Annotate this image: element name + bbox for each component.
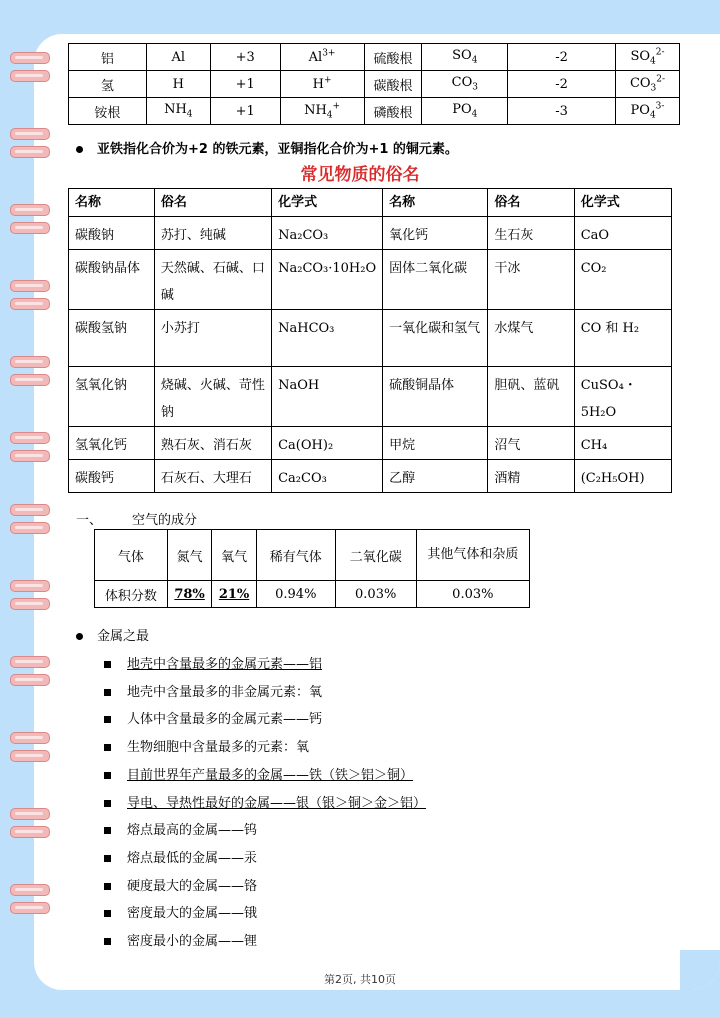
binder-ring <box>10 580 50 592</box>
names-cell: 生石灰 <box>488 217 574 250</box>
radical-ion-text-charge: 3- <box>655 101 665 112</box>
radical-valence: -3 <box>508 98 616 125</box>
symbol: $NH_4$ <box>164 102 193 120</box>
ion-sub: 4 <box>326 110 333 121</box>
radical-ion <box>616 98 680 125</box>
symbol: H <box>172 76 184 92</box>
radical-formula <box>422 98 508 125</box>
air-header-cell: 二氧化碳 <box>335 530 416 581</box>
binder-ring <box>10 52 50 64</box>
metal-fact-item <box>104 930 257 949</box>
formula: $CO_3$ <box>451 75 478 93</box>
formula: $PO_4$ <box>452 102 478 120</box>
names-cell: 氧化钙 <box>383 217 488 250</box>
metal-fact-item <box>104 875 257 894</box>
names-cell: 碳酸钠 <box>69 217 155 250</box>
formula-sub: 4 <box>471 109 478 120</box>
metal-fact-text: 生物细胞中含量最多的元素：氧 <box>127 740 310 756</box>
binder-ring <box>10 146 50 158</box>
metal-fact-item <box>104 681 322 700</box>
names-cell: 一氧化碳和氢气 <box>383 310 488 367</box>
names-cell: NaHCO₃ <box>272 310 383 367</box>
binder-ring <box>10 732 50 744</box>
symbol-sub: 4 <box>186 109 193 120</box>
metal-fact-text: 目前世界年产量最多的金属——铁（铁＞铝＞铜） <box>127 767 414 783</box>
metal-fact-text: 密度最小的金属——锂 <box>127 934 258 949</box>
names-cell: Ca₂CO₃ <box>272 460 383 493</box>
element-name: 氢 <box>69 71 147 98</box>
element-ion <box>280 44 364 71</box>
binder-ring <box>10 450 50 462</box>
air-heading-num: 一、 <box>76 513 103 528</box>
names-cell: CO 和 H₂ <box>574 310 671 367</box>
names-row <box>69 427 672 460</box>
radical-ion-text-sub: 4 <box>650 56 656 67</box>
ion-row <box>69 44 680 71</box>
radical-name: 碳酸根 <box>364 71 422 98</box>
names-cell: Na₂CO₃·10H₂O <box>272 250 383 310</box>
square-bullet-icon <box>104 800 111 807</box>
air-heading <box>76 509 197 528</box>
air-header-cell: 其他气体和杂质 <box>416 530 529 581</box>
names-cell: 碳酸氢钠 <box>69 310 155 367</box>
formula-sub: 3 <box>472 82 478 93</box>
binder-ring <box>10 902 50 914</box>
element-name: 铝 <box>69 44 147 71</box>
radical-ion <box>616 71 680 98</box>
names-row <box>69 367 672 427</box>
ion-charge: + <box>323 75 332 86</box>
air-table <box>94 529 530 608</box>
bullet-dot-icon <box>76 633 83 640</box>
metal-fact-text: 地壳中含量最多的金属元素——铝 <box>127 657 323 672</box>
metal-fact-text: 硬度最大的金属——铬 <box>127 878 258 894</box>
metals-heading: 金属之最 <box>97 629 150 644</box>
radical-ion-text-sub: 4 <box>649 110 656 121</box>
names-cell: 石灰石、大理石 <box>154 460 271 493</box>
metal-fact-text: 导电、导热性最好的金属——银（银＞铜＞金＞铝） <box>127 795 427 811</box>
binder-ring <box>10 808 50 820</box>
names-cell: CaO <box>574 217 671 250</box>
formula: $SO_4$ <box>452 48 478 66</box>
metal-fact-item <box>104 819 257 838</box>
radical-valence: -2 <box>508 44 616 71</box>
names-cell: 烧碱、火碱、苛性钠 <box>154 367 271 427</box>
metal-fact-item <box>104 764 413 783</box>
binder-ring <box>10 826 50 838</box>
element-symbol <box>146 98 210 125</box>
metal-fact-item <box>104 902 257 921</box>
metal-fact-item <box>104 653 322 672</box>
air-header-cell: 稀有气体 <box>256 530 335 581</box>
names-cell: Na₂CO₃ <box>272 217 383 250</box>
binder-ring <box>10 374 50 386</box>
names-cell: 胆矾、蓝矾 <box>488 367 574 427</box>
names-row <box>69 460 672 493</box>
names-row <box>69 250 672 310</box>
square-bullet-icon <box>104 689 111 696</box>
names-cell: 氢氧化钠 <box>69 367 155 427</box>
page-footer: 第2页, 共10页 <box>324 973 396 986</box>
metal-fact-text: 密度最大的金属——锇 <box>127 906 258 922</box>
air-header-cell: 氧气 <box>212 530 257 581</box>
ion-row <box>69 71 680 98</box>
square-bullet-icon <box>104 827 111 834</box>
binder-ring <box>10 298 50 310</box>
metal-fact-item <box>104 708 322 727</box>
metal-fact-text: 熔点最高的金属——钨 <box>127 823 258 839</box>
binder-ring <box>10 750 50 762</box>
binder-ring <box>10 128 50 140</box>
ion-charge: 3+ <box>322 48 336 59</box>
names-cell: 固体二氧化碳 <box>383 250 488 310</box>
names-cell: 乙醇 <box>383 460 488 493</box>
names-cell: CuSO₄・5H₂O <box>574 367 671 427</box>
names-header-row <box>69 189 672 217</box>
names-row <box>69 217 672 250</box>
note-ferrous: 亚铁指化合价为+2 的铁元素，亚铜指化合价为+1 的铜元素。 <box>97 142 458 157</box>
names-cell: 干冰 <box>488 250 574 310</box>
names-cell: 甲烷 <box>383 427 488 460</box>
names-header-cell: 名称 <box>383 189 488 217</box>
names-cell: 苏打、纯碱 <box>154 217 271 250</box>
metal-fact-item <box>104 736 309 755</box>
air-row-label: 体积分数 <box>95 581 168 608</box>
radical-valence: -2 <box>508 71 616 98</box>
square-bullet-icon <box>104 938 111 945</box>
element-ion <box>280 98 364 125</box>
names-header-cell: 俗名 <box>154 189 271 217</box>
ion: $Al^{3+}$ <box>308 48 336 66</box>
binder-ring <box>10 674 50 686</box>
names-header-cell: 化学式 <box>272 189 383 217</box>
names-cell: 硫酸铜晶体 <box>383 367 488 427</box>
square-bullet-icon <box>104 744 111 751</box>
radical-name: 磷酸根 <box>364 98 422 125</box>
binder-ring <box>10 522 50 534</box>
metal-fact-text: 地壳中含量最多的非金属元素：氧 <box>127 684 323 700</box>
element-valence: +3 <box>210 44 280 71</box>
binder-ring <box>10 656 50 668</box>
names-cell: 酒精 <box>488 460 574 493</box>
radical-ion <box>616 44 680 71</box>
element-valence: +1 <box>210 98 280 125</box>
metal-fact-item <box>104 792 426 811</box>
formula-sub: 4 <box>471 55 478 66</box>
air-value-row <box>95 581 530 608</box>
element-symbol <box>146 44 210 71</box>
names-header-cell: 俗名 <box>488 189 574 217</box>
binder-ring <box>10 222 50 234</box>
radical-ion-text-charge: 2- <box>655 47 665 58</box>
square-bullet-icon <box>104 910 111 917</box>
radical-ion-text-sub: 3 <box>650 83 657 94</box>
symbol: Al <box>171 49 186 65</box>
binder-ring <box>10 204 50 216</box>
radical-ion-text-charge: 2- <box>656 74 666 85</box>
radical-ion-text: $CO_3^{2-}$ <box>629 74 666 94</box>
note-ferrous-line <box>76 138 458 157</box>
air-header-cell: 氮气 <box>167 530 212 581</box>
binder-ring <box>10 70 50 82</box>
names-cell: Ca(OH)₂ <box>272 427 383 460</box>
names-cell: CO₂ <box>574 250 671 310</box>
radical-formula <box>422 71 508 98</box>
names-cell: NaOH <box>272 367 383 427</box>
air-header-cell: 气体 <box>95 530 168 581</box>
air-value-cell: 0.03% <box>416 581 529 608</box>
names-cell: 水煤气 <box>488 310 574 367</box>
element-ion <box>280 71 364 98</box>
names-header-cell: 化学式 <box>574 189 671 217</box>
air-value-cell: 78% <box>167 581 212 608</box>
metals-heading-line <box>76 625 149 644</box>
radical-formula <box>422 44 508 71</box>
bullet-dot-icon <box>76 146 83 153</box>
names-cell: 天然碱、石碱、口碱 <box>154 250 271 310</box>
element-valence: +1 <box>210 71 280 98</box>
names-cell: 沼气 <box>488 427 574 460</box>
binder-ring <box>10 432 50 444</box>
air-header-row <box>95 530 530 581</box>
binder-ring <box>10 504 50 516</box>
names-cell: 氢氧化钙 <box>69 427 155 460</box>
square-bullet-icon <box>104 883 111 890</box>
ion-charge: + <box>332 101 341 112</box>
names-row <box>69 310 672 367</box>
element-symbol <box>146 71 210 98</box>
air-value-cell: 21% <box>212 581 257 608</box>
air-value-cell: 0.94% <box>256 581 335 608</box>
air-value-cell: 0.03% <box>335 581 416 608</box>
binder-ring <box>10 884 50 896</box>
metal-fact-text: 熔点最低的金属——汞 <box>127 850 258 866</box>
element-name: 铵根 <box>69 98 147 125</box>
radical-name: 硫酸根 <box>364 44 422 71</box>
square-bullet-icon <box>104 661 111 668</box>
common-names-table <box>68 188 672 493</box>
binder-ring <box>10 280 50 292</box>
names-cell: 碳酸钙 <box>69 460 155 493</box>
names-cell: 小苏打 <box>154 310 271 367</box>
binder-ring <box>10 356 50 368</box>
square-bullet-icon <box>104 772 111 779</box>
common-names-title: 常见物质的俗名 <box>300 165 420 185</box>
air-heading-text: 空气的成分 <box>132 513 198 528</box>
names-header-cell: 名称 <box>69 189 155 217</box>
metal-fact-text: 人体中含量最多的金属元素——钙 <box>127 712 323 728</box>
binder-ring <box>10 598 50 610</box>
ion: H+ <box>312 75 332 93</box>
square-bullet-icon <box>104 716 111 723</box>
names-cell: (C₂H₅OH) <box>574 460 671 493</box>
radical-ion-text: $SO_4^{2-}$ <box>630 47 665 67</box>
names-cell: 熟石灰、消石灰 <box>154 427 271 460</box>
names-cell: CH₄ <box>574 427 671 460</box>
ion-row <box>69 98 680 125</box>
names-cell: 碳酸钠晶体 <box>69 250 155 310</box>
square-bullet-icon <box>104 855 111 862</box>
ion-table <box>68 43 680 125</box>
metal-fact-item <box>104 847 257 866</box>
radical-ion-text: $PO_4^{3-}$ <box>630 101 665 121</box>
ion: $NH_4^+$ <box>304 101 341 121</box>
